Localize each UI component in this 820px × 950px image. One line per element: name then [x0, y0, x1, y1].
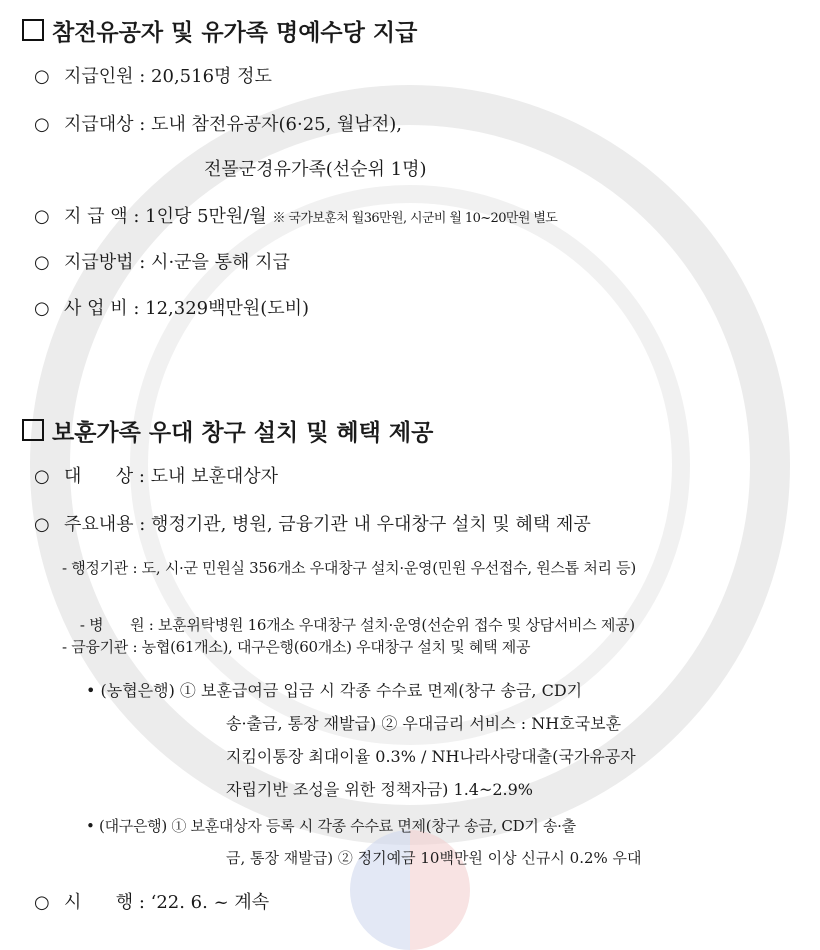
sub-item: [62, 636, 530, 657]
section2-title: 보훈가족 우대 창구 설치 및 혜택 제공: [52, 420, 434, 446]
square-bullet-icon: [22, 19, 44, 41]
list-item: [34, 888, 269, 914]
item-text: 전몰군경유가족(선순위 1명): [204, 159, 427, 180]
list-item: [34, 202, 557, 228]
list-item: [34, 462, 278, 488]
square-bullet-icon: [22, 419, 44, 441]
circle-bullet-icon: ○: [34, 66, 50, 87]
circle-bullet-icon: ○: [34, 892, 50, 913]
list-item: [34, 248, 290, 274]
item-note: ※ 국가보훈처 월36만원, 시군비 월 10~20만원 별도: [272, 211, 558, 226]
item-text: 지급인원 : 20,516명 정도: [64, 66, 272, 87]
item-text: 지킴이통장 최대이율 0.3% / NH나라사랑대출(국가유공자: [226, 747, 636, 766]
bank-bullet: [86, 815, 576, 836]
circle-bullet-icon: ○: [34, 514, 50, 535]
list-item: [34, 294, 309, 320]
section2-heading: [22, 414, 433, 447]
list-item: [34, 110, 402, 136]
bank-bullet: [86, 678, 582, 701]
sub-item: [62, 557, 636, 578]
list-item-continuation: [204, 155, 427, 181]
circle-bullet-icon: ○: [34, 206, 50, 227]
item-text: 자립기반 조성을 위한 정책자금) 1.4~2.9%: [226, 780, 534, 799]
item-text: - 행정기관 : 도, 시·군 민원실 356개소 우대창구 설치·운영(민원 우선접수, 원스톱 처리 등): [62, 559, 636, 577]
bank-bullet-continuation: [226, 711, 621, 734]
list-item: [34, 510, 591, 536]
bank-bullet-continuation: [226, 744, 636, 767]
section1-title: 참전유공자 및 유가족 명예수당 지급: [52, 20, 418, 46]
item-text: • (대구은행) ① 보훈대상자 등록 시 각종 수수료 면제(창구 송금, CD기 송·출: [86, 817, 576, 835]
item-text: 송·출금, 통장 재발급) ② 우대금리 서비스 : NH호국보훈: [226, 714, 622, 733]
item-text: - 병 원 : 보훈위탁병원 16개소 우대창구 설치·운영(선순위 접수 및 상담서비스 제공): [79, 616, 635, 634]
item-text: 지급대상 : 도내 참전유공자(6·25, 월남전),: [64, 114, 402, 135]
circle-bullet-icon: ○: [34, 114, 50, 135]
item-text: 주요내용 : 행정기관, 병원, 금융기관 내 우대창구 설치 및 혜택 제공: [64, 514, 591, 535]
item-text: 금, 통장 재발급) ② 정기예금 10백만원 이상 신규시 0.2% 우대: [226, 849, 642, 867]
circle-bullet-icon: ○: [34, 466, 50, 487]
item-text: - 금융기관 : 농협(61개소), 대구은행(60개소) 우대창구 설치 및 혜택 제공: [62, 638, 531, 656]
item-text: • (농협은행) ① 보훈급여금 입금 시 각종 수수료 면제(창구 송금, CD기: [86, 681, 583, 700]
item-text: 지 급 액 : 1인당 5만원/월: [64, 206, 267, 227]
list-item: [34, 62, 272, 88]
item-text: 대 상 : 도내 보훈대상자: [64, 466, 279, 487]
section1-heading: [22, 14, 417, 47]
circle-bullet-icon: ○: [34, 252, 50, 273]
circle-bullet-icon: ○: [34, 298, 50, 319]
bank-bullet-continuation: [226, 777, 533, 800]
bank-bullet-continuation: [226, 847, 642, 868]
item-text: 지급방법 : 시·군을 통해 지급: [64, 252, 290, 273]
item-text: 사 업 비 : 12,329백만원(도비): [64, 298, 310, 319]
item-text: 시 행 : ‘22. 6. ~ 계속: [64, 892, 270, 913]
